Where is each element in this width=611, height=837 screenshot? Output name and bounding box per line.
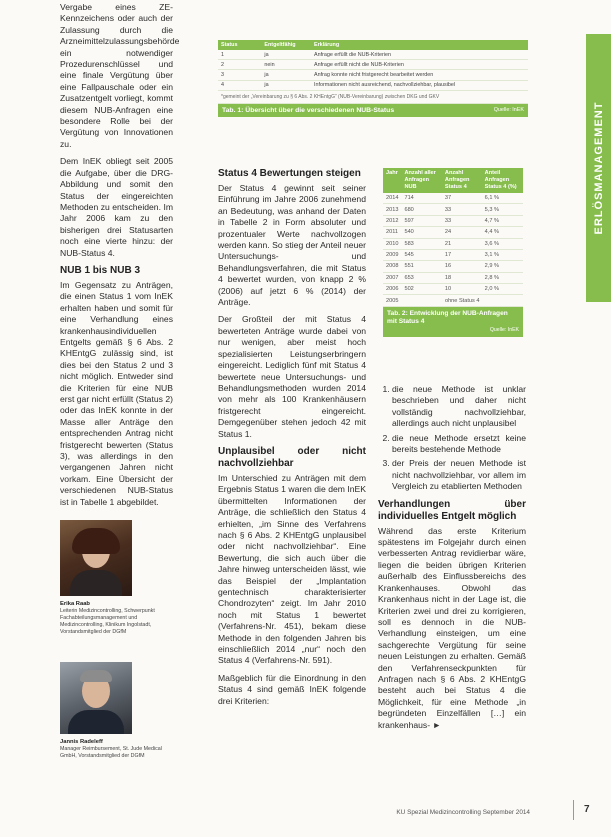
table-cell: 6,1 % xyxy=(482,193,523,204)
paragraph: Vergabe eines ZE-Kennzeichens oder auch der Zulassung durch die Arzneimittelzulassungsbehörde ein notwendiger Prozedurenschlüssel und eine finale Vergütung über eine Fallpauschale oder ein Zusatzentgelt vorliegt, kommt diesem NUB-Anfragen eine besondere Rolle bei der Vergütung von Innovationen zu. xyxy=(60,2,180,149)
author-photo-raab xyxy=(60,520,132,596)
list-item: 3. der Preis der neuen Methode ist nicht nachvollziehbar, vor allem im Vergleich zu etablierten Methoden xyxy=(392,458,526,492)
page-number: 7 xyxy=(584,804,590,815)
continue-arrow-icon: ► xyxy=(432,719,441,730)
table-caption xyxy=(383,307,523,337)
table-cell: 2007 xyxy=(383,272,401,283)
table-cell: 4,7 % xyxy=(482,215,523,226)
table-cell: 714 xyxy=(401,193,441,204)
table-status4-development xyxy=(383,168,523,337)
list-item: 2. die neue Methode ersetzt keine bereits bestehende Methode xyxy=(392,433,526,456)
table-row xyxy=(383,227,523,238)
table-cell: 540 xyxy=(401,227,441,238)
table-row xyxy=(383,193,523,204)
article-column-3 xyxy=(378,384,526,737)
caption-text: Tab. 2: Entwicklung der NUB-Anfragen mit Status 4 xyxy=(387,309,508,325)
caption-source: Quelle: InEK xyxy=(493,106,524,113)
caption-text: Tab. 1: Übersicht über die verschiedenen NUB-Status xyxy=(222,106,395,114)
list-item: 1. die neue Methode ist unklar beschrieben und daher nicht vollständig nachvollziehbar, allerdings auch nicht unplausibel xyxy=(392,384,526,430)
author-name: Jannis Radeleff xyxy=(60,739,103,745)
paragraph-text: Während das erste Kriterium spätestens im Folgejahr durch einen verbesserten Antrag revidierbar wäre, liegen die beiden übrigen Kriterien außerhalb des Einflussbereichs des Krankenhauses. Obwohl das Krankenhaus nicht in der Lage ist, die Kriterien zwei und drei zu korrigieren, soll es dennoch in die NUB-Verhandlung einsteigen, um eine sachgerechte Vergütung für seine neuen Leistungen zu erhalten. Gemäß den Verfahrenseckpunkten für Anfragen nach § 6 Abs. 2 KHEntgG besteht auch bei Status 4 die Möglichkeit, für eine Methode „in begründeten Einzelfällen […] ein krankenhaus- xyxy=(378,525,526,730)
author-caption-radeleff xyxy=(60,739,172,760)
table-row xyxy=(383,249,523,260)
footer-publication: KU Spezial Medizincontrolling September 2014 xyxy=(396,809,530,816)
table-caption xyxy=(218,104,528,117)
table-cell: 2009 xyxy=(383,249,401,260)
table-header: Anzahl aller Anfragen NUB xyxy=(401,168,441,193)
article-column-2 xyxy=(218,162,366,713)
table-cell: 2012 xyxy=(383,215,401,226)
author-caption-raab xyxy=(60,601,172,636)
table-cell: 2011 xyxy=(383,227,401,238)
table-cell: ja xyxy=(261,80,311,90)
table-cell: 24 xyxy=(442,227,482,238)
table-row xyxy=(383,295,523,306)
side-tab-label: ERLÖSMANAGEMENT xyxy=(592,101,605,235)
article-column-1 xyxy=(60,2,180,514)
table-row xyxy=(218,50,528,60)
author-name: Erika Raab xyxy=(60,601,90,607)
criteria-list xyxy=(378,384,526,493)
table-cell: 2 xyxy=(218,60,261,70)
paragraph: Dem InEK obliegt seit 2005 die Aufgabe, über die DRG-Abbildung und somit den Status der eingereichten Methoden zu entscheiden. Im Jahr 2006 kam zu den bisherigen drei Statusarten noch eine vierte hinzu: der NUB-Status 4. xyxy=(60,156,173,258)
table-row xyxy=(383,272,523,283)
table-cell: 680 xyxy=(401,204,441,215)
table-row xyxy=(383,284,523,295)
table-cell: 33 xyxy=(442,204,482,215)
table-cell: 4,4 % xyxy=(482,227,523,238)
table-cell: 502 xyxy=(401,284,441,295)
table-row xyxy=(218,80,528,90)
table-row xyxy=(383,215,523,226)
paragraph: Im Unterschied zu Anträgen mit dem Ergebnis Status 1 waren die dem InEK übermittelten Informationen der Anträge, die schließlich den Status 4 erhielten, „im Sinne des Verfahrens nach § 6 Abs. 2 KHEntgG unplausibel oder nicht nachvollziehbar“. Eine Bewertung, die sich auch über die Jahre hinweg unterscheiden lässt, wie das Beispiel der „Implantation gentechnisch charakterisierter Chondrozyten“ zeigt. Im Jahr 2010 noch mit Status 1 bewertet (Verfahrens-Nr. 451), bekam diese Methode in den folgenden Jahren bis einschließlich 2014 „nur“ noch den Status 4 (Verfahrens-Nr. 591). xyxy=(218,472,366,666)
table-header: Jahr xyxy=(383,168,401,193)
table-header: Anzahl Anfragen Status 4 xyxy=(442,168,482,193)
table-cell: 1 xyxy=(218,50,261,60)
section-heading: Status 4 Bewertungen steigen xyxy=(218,168,361,179)
section-side-tab xyxy=(586,34,611,302)
table-row xyxy=(383,261,523,272)
table-cell: ja xyxy=(261,70,311,80)
paragraph: Der Status 4 gewinnt seit seiner Einführung im Jahre 2006 zunehmend an Bedeutung, was anhand der Daten in Tabelle 2 in Form absoluter und prozentualer Werte nachvollzogen werden kann. So stieg der Anteil neuer Untersuchungs- und Behandlungsverfahren, die mit Status 4 bewertet wurden, von knapp 2 % (2006) auf jetzt 6 % (2014) der Anträge. xyxy=(218,183,366,308)
table-footnote: *gemeint der „Vereinbarung zu § 6 Abs. 2 KHEntgG“ (NUB-Vereinbarung) zwischen DKG und GKV xyxy=(218,90,528,103)
paragraph: Im Gegensatz zu Anträgen, die einen Status 1 vom InEK erhalten haben und somit für eine Verhandlung eines krankenhausindividuellen Entgelts gemäß § 6 Abs. 2 KHEntgG zulässig sind, ist dies bei den Status 2 und 3 nicht möglich. Entweder sind die Kriterien für eine NUB erst gar nicht erfüllt (Status 2) oder das InEK konnte in der Masse aller Anträge den entsprechenden Antrag nicht fristgerecht bewerten (Status 3), was allerdings in den vergangenen Jahren nicht vorkam. Eine Übersicht der verschiedenen NUB-Status ist in Tabelle 1 abgebildet. xyxy=(60,279,173,507)
paragraph: Der Großteil der mit Status 4 bewerteten Anträge wurde dabei von nur wenigen, aber meist hoch spezialisierten Leistungserbringern eingereicht. Lediglich fünf mit Status 4 bewertete neue Untersuchungs- und Behandlungsmethoden wurden 2014 von mehr als 100 Krankenhäusern fristgerecht eingereicht. Demgegenüber stehen jedoch 42 mit Status 1. xyxy=(218,314,366,439)
author-role: Leiterin Medizincontrolling, Schwerpunkt Fachabteilungsmanagement und Medizincontrolling, Klinikum Ingolstadt, Vorstandsmitglied der DGfM xyxy=(60,608,155,635)
table-cell: 16 xyxy=(442,261,482,272)
table-row xyxy=(383,238,523,249)
table-cell: 653 xyxy=(401,272,441,283)
table-cell: 18 xyxy=(442,272,482,283)
table-cell: 2005 xyxy=(383,295,401,306)
table-row xyxy=(383,204,523,215)
table-cell: 2,8 % xyxy=(482,272,523,283)
table-nub-status xyxy=(218,40,528,117)
paragraph: Maßgeblich für die Einordnung in den Status 4 sind gemäß InEK folgende drei Kriterien: xyxy=(218,672,366,706)
table-cell: 3,1 % xyxy=(482,249,523,260)
table-cell: 4 xyxy=(218,80,261,90)
author-role: Manager Reimbursement, St. Jude Medical GmbH, Vorstandsmitglied der DGfM xyxy=(60,746,162,759)
section-heading: NUB 1 bis NUB 3 xyxy=(60,264,141,276)
table-cell: 10 xyxy=(442,284,482,295)
table-cell: 2,0 % xyxy=(482,284,523,295)
table-cell: 2008 xyxy=(383,261,401,272)
table-cell: 583 xyxy=(401,238,441,249)
table-cell: Anfrage erfüllt die NUB-Kriterien xyxy=(311,50,528,60)
section-heading: Unplausibel oder nicht nachvollziehbar xyxy=(218,445,366,469)
table-header: Status xyxy=(218,40,261,50)
table-header: Entgeltfähig xyxy=(261,40,311,50)
table-header: Erklärung xyxy=(311,40,528,50)
table-cell: 3,6 % xyxy=(482,238,523,249)
table-cell: 37 xyxy=(442,193,482,204)
table-cell: 2006 xyxy=(383,284,401,295)
table-cell: Informationen nicht ausreichend, nachvollziehbar, plausibel xyxy=(311,80,528,90)
table-cell: 2013 xyxy=(383,204,401,215)
caption-source: Quelle: InEK xyxy=(489,326,519,333)
table-cell: 2010 xyxy=(383,238,401,249)
table-cell: 597 xyxy=(401,215,441,226)
table-cell: 17 xyxy=(442,249,482,260)
footer-divider xyxy=(573,800,574,820)
table-cell: Anfrage erfüllt nicht die NUB-Kriterien xyxy=(311,60,528,70)
table-cell: 551 xyxy=(401,261,441,272)
table-cell: 33 xyxy=(442,215,482,226)
table-cell: 21 xyxy=(442,238,482,249)
paragraph xyxy=(378,526,526,731)
table-cell: ohne Status 4 xyxy=(401,295,523,306)
author-photo-radeleff xyxy=(60,662,132,734)
table-cell: 2,9 % xyxy=(482,261,523,272)
table-cell: ja xyxy=(261,50,311,60)
table-cell: 545 xyxy=(401,249,441,260)
table-cell: 3 xyxy=(218,70,261,80)
table-row xyxy=(218,70,528,80)
table-row xyxy=(218,60,528,70)
table-header: Anteil Anfragen Status 4 (%) xyxy=(482,168,523,193)
table-cell: Anfrag konnte nicht fristgerecht bearbeitet werden xyxy=(311,70,528,80)
table-cell: 5,3 % xyxy=(482,204,523,215)
table-cell: nein xyxy=(261,60,311,70)
section-heading: Verhandlungen über individuelles Entgelt möglich xyxy=(378,498,526,522)
table-cell: 2014 xyxy=(383,193,401,204)
